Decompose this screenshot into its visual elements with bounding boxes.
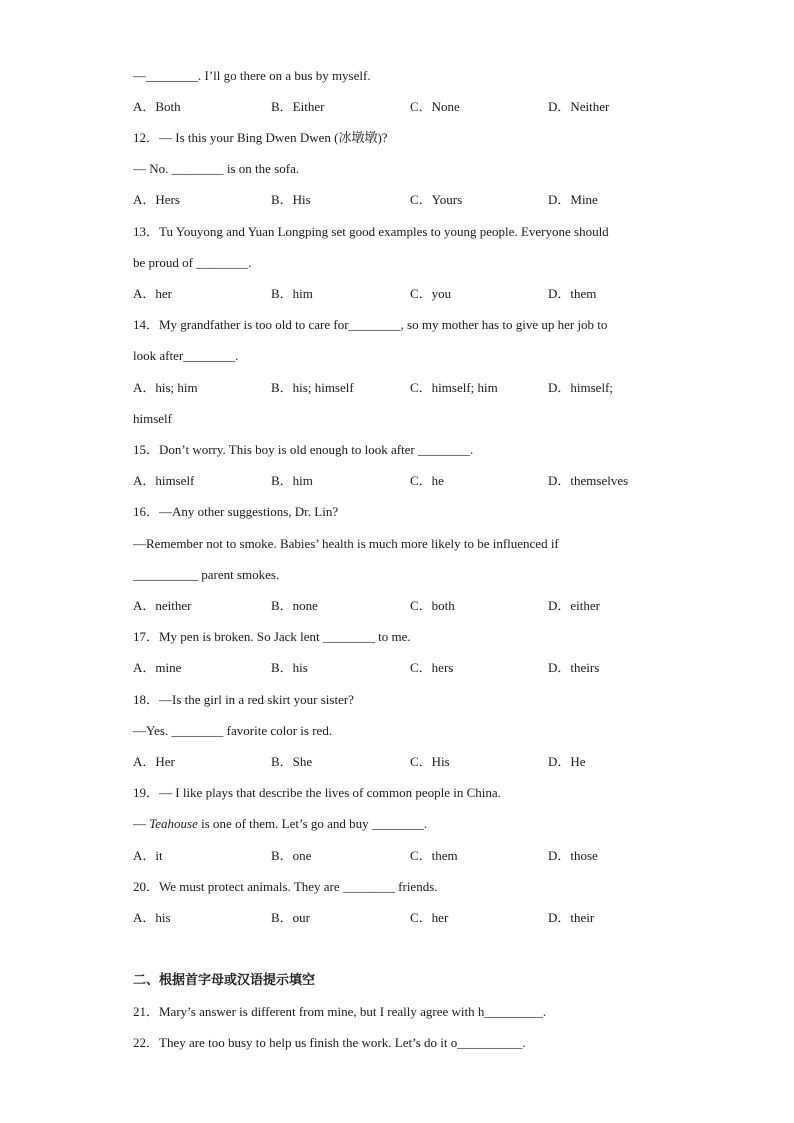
- q16-question: 16．—Any other suggestions, Dr. Lin?: [133, 504, 339, 519]
- q18-question: 18．—Is the girl in a red skirt your sister?: [133, 692, 354, 707]
- q12-option-c: C．Yours: [410, 192, 463, 207]
- q16-option-c: C．both: [410, 598, 455, 613]
- q17-option-b: B．his: [271, 660, 308, 675]
- q18-option-d: D．He: [548, 754, 586, 769]
- q19-option-c: C．them: [410, 848, 458, 863]
- q17-option-c: C．hers: [410, 660, 454, 675]
- q15-option-a: A．himself: [133, 473, 195, 488]
- q16-response-cont: __________ parent smokes.: [133, 567, 280, 582]
- q15-option-b: B．him: [271, 473, 313, 488]
- q11-option-b: B．Either: [271, 99, 325, 114]
- q18-option-a: A．Her: [133, 754, 175, 769]
- q15-question: 15．Don’t worry. This boy is old enough to look after ________.: [133, 442, 474, 457]
- q13-option-b: B．him: [271, 286, 313, 301]
- q18-option-c: C．His: [410, 754, 450, 769]
- q12-option-a: A．Hers: [133, 192, 180, 207]
- q12-option-b: B．His: [271, 192, 311, 207]
- q11-option-a: A．Both: [133, 99, 181, 114]
- q14-question: 14．My grandfather is too old to care for________, so my mother has to give up her job to: [133, 317, 608, 332]
- q14-option-d: D．himself;: [548, 380, 613, 395]
- q11-answer-line: —________. I’ll go there on a bus by myself.: [133, 68, 371, 83]
- q19-title-teahouse: Teahouse: [149, 816, 198, 831]
- q11-option-d: D．Neither: [548, 99, 610, 114]
- q20-option-b: B．our: [271, 910, 311, 925]
- q19-answer-line: [133, 816, 427, 832]
- q20-option-d: D．their: [548, 910, 595, 925]
- q17-option-d: D．theirs: [548, 660, 600, 675]
- q14-question-cont: look after________.: [133, 348, 239, 363]
- q11-option-c: C．None: [410, 99, 460, 114]
- q17-option-a: A．mine: [133, 660, 182, 675]
- q14-option-b: B．his; himself: [271, 380, 354, 395]
- q21-question: 21．Mary’s answer is different from mine, but I really agree with h_________.: [133, 1004, 547, 1019]
- q19-dash: —: [133, 816, 150, 831]
- q17-question: 17．My pen is broken. So Jack lent ________ to me.: [133, 629, 411, 644]
- q16-response: —Remember not to smoke. Babies’ health is much more likely to be influenced if: [133, 536, 559, 551]
- q19-option-a: A．it: [133, 848, 163, 863]
- q19-question: 19．— I like plays that describe the lives of common people in China.: [133, 785, 501, 800]
- q14-option-c: C．himself; him: [410, 380, 498, 395]
- section-2-heading: 二、根据首字母或汉语提示填空: [133, 973, 316, 988]
- q19-option-b: B．one: [271, 848, 312, 863]
- q20-question: 20．We must protect animals. They are ________ friends.: [133, 879, 438, 894]
- q12-answer-line: — No. ________ is on the sofa.: [133, 161, 300, 176]
- q16-option-d: D．either: [548, 598, 600, 613]
- q13-option-d: D．them: [548, 286, 597, 301]
- q14-option-d-wrap: himself: [133, 411, 172, 426]
- q15-option-d: D．themselves: [548, 473, 629, 488]
- q13-question-cont: be proud of ________.: [133, 255, 252, 270]
- q18-answer-line: —Yes. ________ favorite color is red.: [133, 723, 333, 738]
- q20-option-a: A．his: [133, 910, 171, 925]
- q20-option-c: C．her: [410, 910, 449, 925]
- q13-option-a: A．her: [133, 286, 172, 301]
- q14-option-a: A．his; him: [133, 380, 198, 395]
- q13-option-c: C．you: [410, 286, 452, 301]
- q22-question: 22．They are too busy to help us finish the work. Let’s do it o__________.: [133, 1035, 526, 1050]
- q15-option-c: C．he: [410, 473, 444, 488]
- q12-question: 12．— Is this your Bing Dwen Dwen (冰墩墩)?: [133, 130, 388, 145]
- q18-option-b: B．She: [271, 754, 313, 769]
- q16-option-a: A．neither: [133, 598, 192, 613]
- q16-option-b: B．none: [271, 598, 318, 613]
- q12-option-d: D．Mine: [548, 192, 598, 207]
- q13-question: 13．Tu Youyong and Yuan Longping set good examples to young people. Everyone should: [133, 224, 609, 239]
- q19-answer-rest: is one of them. Let’s go and buy ________.: [197, 816, 428, 831]
- q19-option-d: D．those: [548, 848, 598, 863]
